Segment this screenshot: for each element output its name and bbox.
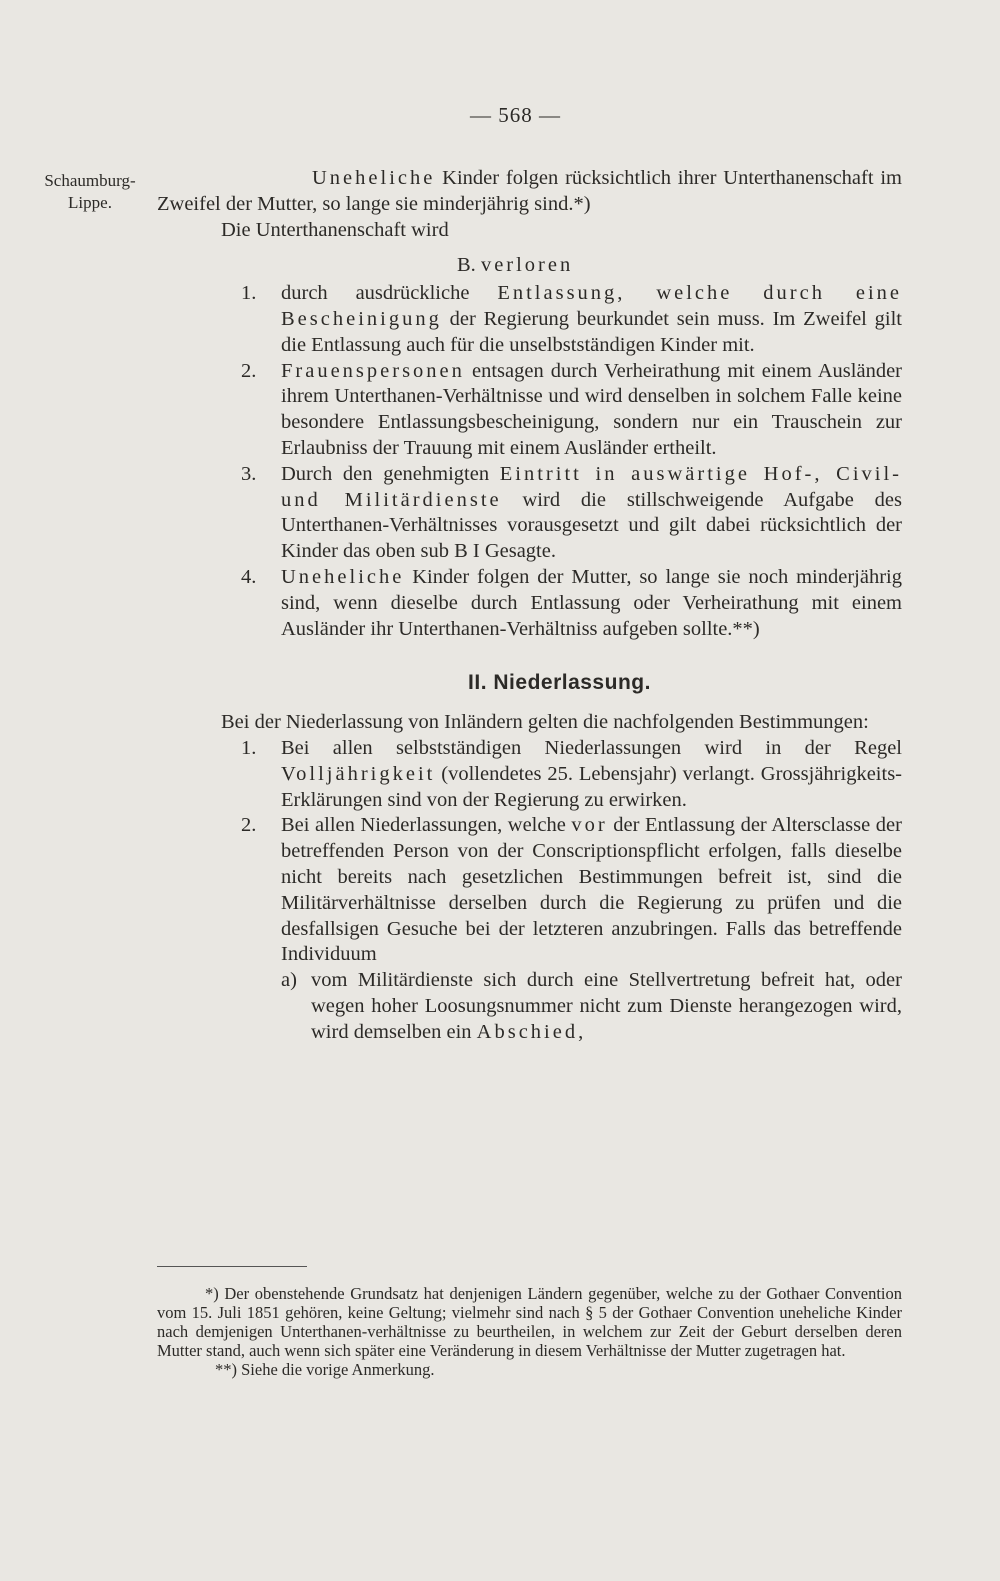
list-item bbox=[157, 813, 902, 968]
spaced-term: Volljährigkeit bbox=[281, 762, 436, 785]
subitem-label: a) bbox=[281, 969, 297, 992]
section-b-title: verloren bbox=[480, 254, 574, 277]
spaced-term: Uneheliche bbox=[281, 565, 405, 588]
item-number: 3. bbox=[241, 462, 257, 485]
item-text: vom Militärdienste sich durch eine Stellvertretung befreit hat, oder wegen hoher Loosungsnummer nicht zum Dienste herangezogen wird, wird demselben ein bbox=[311, 969, 902, 1043]
item-text: durch ausdrückliche bbox=[281, 282, 498, 305]
item-number: 4. bbox=[241, 565, 257, 588]
item-text: Kinder folgen der Mutter, so lange sie noch minderjährig sind, wenn dieselbe durch Entlassung oder Verheirathung mit einem Ausländer ihr Unterthanen-Verhältniss aufgeben sollte.**) bbox=[281, 565, 902, 640]
item-text: der Regierung beurkundet sein muss. Im Zweifel gilt die Entlassung auch für die unselbstständigen Kinder mit. bbox=[281, 307, 902, 356]
list-item bbox=[157, 736, 902, 813]
footnotes bbox=[157, 1284, 902, 1379]
list-item bbox=[157, 281, 902, 358]
section-ii-heading: II. Niederlassung. bbox=[468, 671, 651, 695]
spaced-term: vor bbox=[571, 814, 608, 837]
list-item bbox=[157, 359, 902, 462]
item-text: Durch den genehmigten bbox=[281, 462, 500, 485]
footnote-divider bbox=[157, 1266, 307, 1267]
footnote-2: **) Siehe die vorige Anmerkung. bbox=[215, 1360, 435, 1379]
item-text: Bei allen selbstständigen Niederlassungen wird in der Regel bbox=[281, 736, 902, 759]
item-number: 2. bbox=[241, 814, 257, 837]
main-text bbox=[157, 166, 902, 1046]
list-item bbox=[157, 565, 902, 642]
item-number: 1. bbox=[241, 282, 257, 305]
item-number: 2. bbox=[241, 359, 257, 382]
item-text: (vollendetes 25. Lebensjahr) verlangt. Grossjährigkeits-Erklärungen sind von der Regierung zu erwirken. bbox=[281, 762, 902, 811]
spaced-term: Entlassung, welche durch eine Bescheinigung bbox=[281, 282, 902, 330]
spaced-term: Abschied, bbox=[476, 1020, 587, 1043]
sub-list-item bbox=[157, 968, 902, 1045]
intro-text: Kinder folgen rücksichtlich ihrer Unterthanenschaft im Zweifel der Mutter, so lange sie minderjährig sind.*) bbox=[157, 167, 902, 215]
section-b-prefix: B. bbox=[457, 254, 481, 277]
footnote-1: *) Der obenstehende Grundsatz hat denjenigen Ländern gegenüber, welche zu der Gothaer Convention vom 15. Juli 1851 gehören, keine Geltung; vielmehr sind nach § 5 der Gothaer Convention uneheliche Kinder nach demjenigen Unterthanen-verhältnisse zu beurtheilen, in welchem zur Zeit der Geburt derselben deren Mutter stand, auch wenn sich später eine Veränderung in diesem Verhältnisse der Mutter zugetragen hat. bbox=[157, 1284, 902, 1360]
margin-note-line1: Schaumburg- bbox=[44, 171, 136, 190]
item-text: wird die stillschweigende Aufgabe des Unterthanen-Verhältnisses vorausgesetzt und gilt dabei rücksichtlich der Kinder das oben sub B I Gesagte. bbox=[281, 488, 902, 563]
item-text: entsagen durch Verheirathung mit einem Ausländer ihrem Unterthanen-Verhältnisse und wird denselben in solchem Falle keine besondere Entlassungsbescheinigung, sondern nur ein Trauschein zur Erlaubniss der Trauung mit einem Ausländer ertheilt. bbox=[281, 359, 902, 459]
list-item bbox=[157, 462, 902, 565]
spaced-term: Eintritt in auswärtige Hof-, Civil- und Militärdienste bbox=[281, 462, 902, 511]
item-text: der Entlassung der Altersclasse der betreffenden Person von der Conscriptionspflicht erfolgen, falls dieselbe nicht bereits nach gesetzlichen Bestimmungen befreit ist, sind die Militärverhältnisse derselben durch die Regierung zu prüfen und die desfallsigen Gesuche bei der letzteren anzubringen. Falls das betreffende Individuum bbox=[281, 814, 902, 966]
section-b-heading bbox=[157, 253, 902, 279]
section-ii-intro: Bei der Niederlassung von Inländern gelten die nachfolgenden Bestimmungen: bbox=[221, 711, 869, 734]
page-number: — 568 — bbox=[470, 103, 561, 127]
intro-paragraph-2: Die Unterthanenschaft wird bbox=[221, 218, 449, 241]
item-number: 1. bbox=[241, 736, 257, 759]
spaced-word: Uneheliche bbox=[312, 167, 436, 189]
margin-note bbox=[30, 170, 150, 214]
item-text: Bei allen Niederlassungen, welche bbox=[281, 814, 572, 837]
intro-paragraph bbox=[157, 166, 902, 218]
spaced-term: Frauenspersonen bbox=[281, 359, 465, 382]
margin-note-line2: Lippe. bbox=[68, 193, 112, 212]
